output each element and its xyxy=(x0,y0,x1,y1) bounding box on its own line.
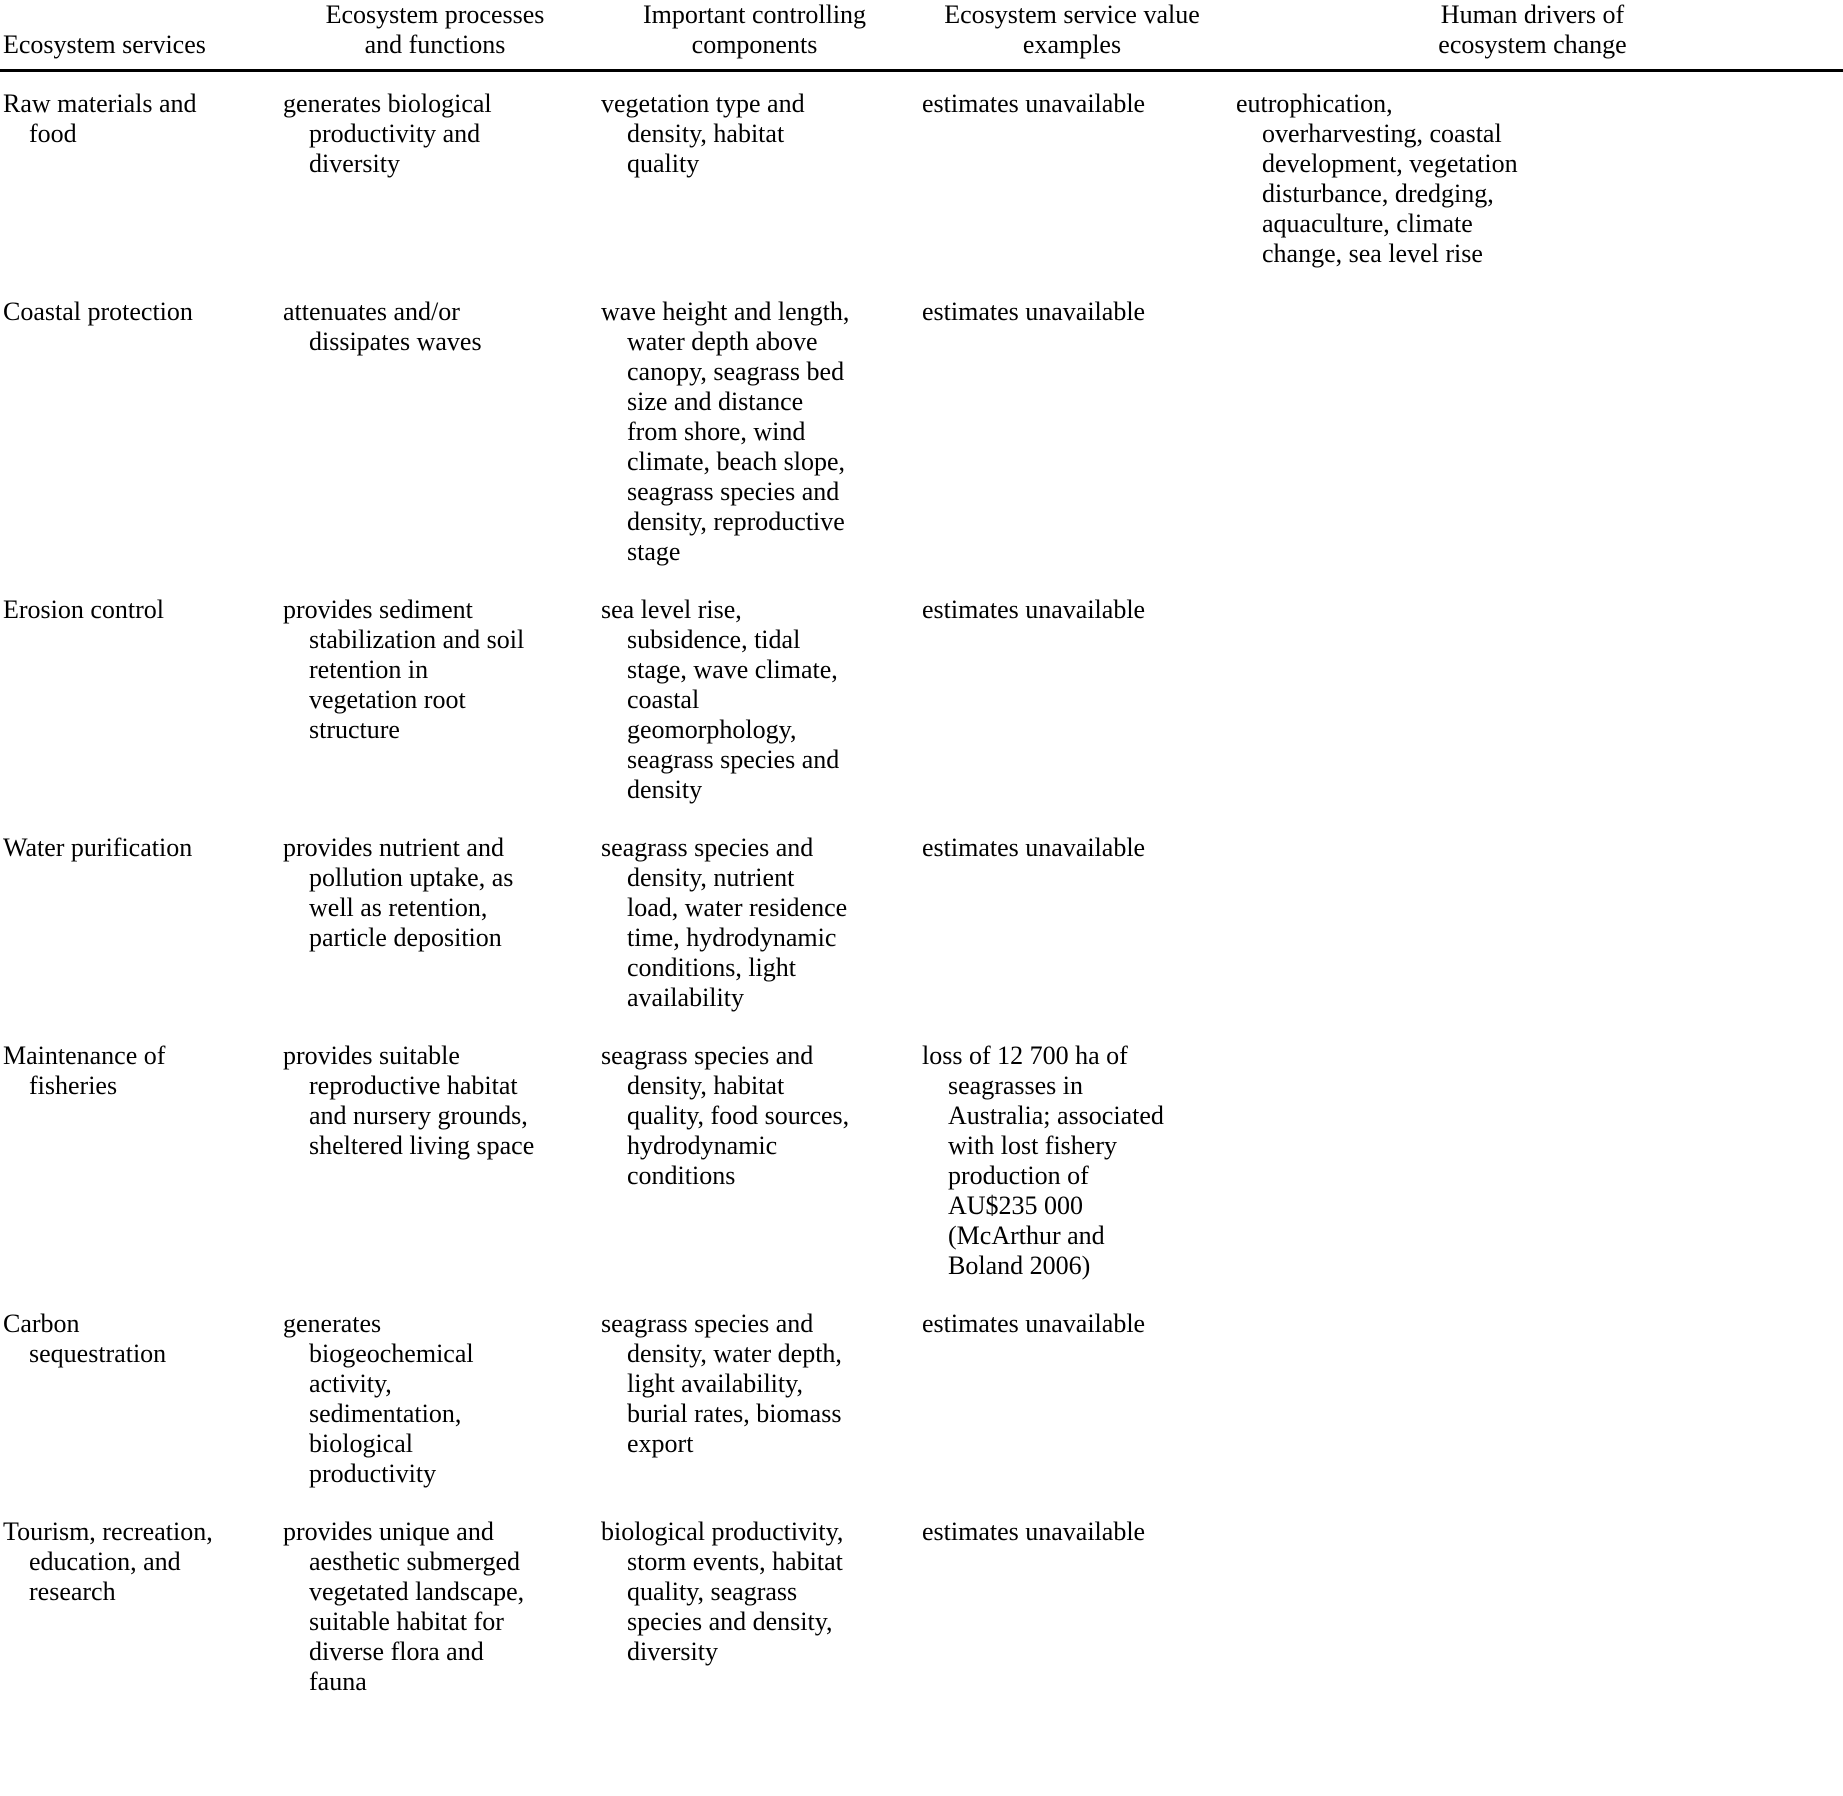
table-cell-ecosystem-service-value-examples xyxy=(922,595,1236,805)
cell-line: particle deposition xyxy=(309,923,502,952)
cell-line: (McArthur and xyxy=(948,1221,1105,1250)
cell-line: burial rates, biomass xyxy=(627,1399,842,1428)
row-spacer xyxy=(0,805,1843,833)
cell-line: well as retention, xyxy=(309,893,488,922)
cell-lines xyxy=(283,297,587,357)
row-spacer-cell xyxy=(922,1281,1236,1309)
cell-lines xyxy=(3,833,269,863)
table-cell-ecosystem-service-value-examples xyxy=(922,1041,1236,1281)
table-cell-ecosystem-service-value-examples xyxy=(922,1517,1236,1697)
cell-line: estimates unavailable xyxy=(922,833,1146,862)
row-spacer xyxy=(0,567,1843,595)
row-spacer-cell xyxy=(1236,805,1843,833)
cell-lines xyxy=(922,1309,1222,1339)
table-cell-ecosystem-service-value-examples xyxy=(922,1309,1236,1489)
column-header-line: Human drivers of xyxy=(1440,0,1625,29)
table-cell-human-drivers-of-ecosystem-change xyxy=(1236,71,1843,270)
cell-lines xyxy=(601,833,908,1013)
cell-line: climate, beach slope, xyxy=(627,447,846,476)
cell-lines xyxy=(3,1041,269,1101)
cell-line: density xyxy=(627,775,703,804)
table-cell-important-controlling-components xyxy=(601,297,922,567)
cell-lines xyxy=(283,1041,587,1161)
cell-line: conditions xyxy=(627,1161,736,1190)
table-cell-human-drivers-of-ecosystem-change xyxy=(1236,1041,1843,1281)
cell-line: stabilization and soil xyxy=(309,625,525,654)
cell-line: conditions, light xyxy=(627,953,796,982)
cell-line: Raw materials and xyxy=(3,89,197,118)
column-header-line: Ecosystem processes xyxy=(325,0,545,29)
column-header-important-controlling-components xyxy=(601,0,922,71)
cell-line: hydrodynamic xyxy=(627,1131,778,1160)
cell-line: quality xyxy=(627,149,700,178)
table-row xyxy=(0,71,1843,270)
cell-line: subsidence, tidal xyxy=(627,625,801,654)
cell-line: provides unique and xyxy=(283,1517,494,1546)
cell-line: stage, wave climate, xyxy=(627,655,838,684)
row-spacer-cell xyxy=(1236,1281,1843,1309)
cell-line: seagrass species and xyxy=(627,745,840,774)
row-spacer-cell xyxy=(283,805,601,833)
cell-lines xyxy=(601,1517,908,1667)
row-spacer-cell xyxy=(601,269,922,297)
cell-line: diverse flora and xyxy=(309,1637,484,1666)
cell-line: biogeochemical xyxy=(309,1339,474,1368)
cell-lines xyxy=(922,89,1222,119)
cell-line: Carbon xyxy=(3,1309,80,1338)
table-cell-ecosystem-services xyxy=(0,1517,283,1697)
cell-line: production of xyxy=(948,1161,1089,1190)
column-header-line: ecosystem change xyxy=(1438,30,1627,59)
column-header-ecosystem-service-value-examples xyxy=(922,0,1236,71)
row-spacer-cell xyxy=(1236,1013,1843,1041)
column-header-lines xyxy=(1236,0,1829,60)
cell-line: stage xyxy=(627,537,681,566)
cell-line: Maintenance of xyxy=(3,1041,166,1070)
cell-line: time, hydrodynamic xyxy=(627,923,837,952)
cell-lines xyxy=(3,595,269,625)
cell-line: estimates unavailable xyxy=(922,297,1146,326)
cell-line: sedimentation, xyxy=(309,1399,462,1428)
cell-line: density, reproductive xyxy=(627,507,845,536)
column-header-line: Ecosystem services xyxy=(3,30,206,59)
cell-line: density, habitat xyxy=(627,119,785,148)
column-header-line: Ecosystem service value xyxy=(944,0,1200,29)
cell-line: provides sediment xyxy=(283,595,473,624)
row-spacer-cell xyxy=(1236,567,1843,595)
table-cell-human-drivers-of-ecosystem-change xyxy=(1236,297,1843,567)
column-header-lines xyxy=(601,0,908,60)
table-row xyxy=(0,833,1843,1013)
row-spacer-cell xyxy=(922,1013,1236,1041)
cell-line: seagrasses in xyxy=(948,1071,1084,1100)
cell-line: aquaculture, climate xyxy=(1262,209,1473,238)
table-cell-important-controlling-components xyxy=(601,595,922,805)
cell-line: with lost fishery xyxy=(948,1131,1117,1160)
cell-lines xyxy=(283,595,587,745)
cell-lines xyxy=(3,297,269,327)
column-header-line: Important controlling xyxy=(642,0,867,29)
cell-line: coastal xyxy=(627,685,700,714)
cell-line: Water purification xyxy=(3,833,193,862)
cell-line: fisheries xyxy=(29,1071,118,1100)
cell-line: diversity xyxy=(627,1637,718,1666)
cell-line: light availability, xyxy=(627,1369,803,1398)
cell-line: AU$235 000 xyxy=(948,1191,1084,1220)
cell-lines xyxy=(922,833,1222,863)
cell-line: food xyxy=(29,119,77,148)
table-cell-ecosystem-services xyxy=(0,1309,283,1489)
cell-line: load, water residence xyxy=(627,893,848,922)
cell-lines xyxy=(922,1041,1222,1281)
cell-line: biological xyxy=(309,1429,413,1458)
cell-line: water depth above xyxy=(627,327,818,356)
row-spacer-cell xyxy=(601,567,922,595)
row-spacer-cell xyxy=(0,567,283,595)
table-body xyxy=(0,71,1843,1698)
row-spacer-cell xyxy=(0,1489,283,1517)
row-spacer xyxy=(0,1013,1843,1041)
cell-line: wave height and length, xyxy=(601,297,850,326)
cell-line: export xyxy=(627,1429,694,1458)
row-spacer-cell xyxy=(283,269,601,297)
cell-line: Erosion control xyxy=(3,595,165,624)
table-cell-ecosystem-service-value-examples xyxy=(922,297,1236,567)
cell-line: and nursery grounds, xyxy=(309,1101,528,1130)
cell-lines xyxy=(3,1517,269,1607)
column-header-line: components xyxy=(691,30,818,59)
cell-line: estimates unavailable xyxy=(922,1309,1146,1338)
row-spacer-cell xyxy=(0,1013,283,1041)
table-cell-important-controlling-components xyxy=(601,71,922,270)
table-cell-ecosystem-services xyxy=(0,595,283,805)
table-row xyxy=(0,1309,1843,1489)
table-cell-human-drivers-of-ecosystem-change xyxy=(1236,1517,1843,1697)
row-spacer-cell xyxy=(601,1013,922,1041)
cell-line: seagrass species and xyxy=(601,1309,814,1338)
cell-line: generates biological xyxy=(283,89,492,118)
cell-lines xyxy=(922,297,1222,327)
column-header-ecosystem-processes-and-functions xyxy=(283,0,601,71)
cell-line: structure xyxy=(309,715,400,744)
cell-line: density, habitat xyxy=(627,1071,785,1100)
table-cell-ecosystem-processes-and-functions xyxy=(283,1309,601,1489)
cell-line: sea level rise, xyxy=(601,595,742,624)
cell-lines xyxy=(3,1309,269,1369)
row-spacer-cell xyxy=(601,805,922,833)
cell-line: from shore, wind xyxy=(627,417,806,446)
cell-line: activity, xyxy=(309,1369,392,1398)
table-cell-human-drivers-of-ecosystem-change xyxy=(1236,595,1843,805)
table-cell-ecosystem-processes-and-functions xyxy=(283,833,601,1013)
cell-line: pollution uptake, as xyxy=(309,863,514,892)
row-spacer-cell xyxy=(283,1013,601,1041)
row-spacer-cell xyxy=(601,1281,922,1309)
row-spacer-cell xyxy=(0,1281,283,1309)
table-cell-ecosystem-service-value-examples xyxy=(922,833,1236,1013)
cell-line: seagrass species and xyxy=(601,833,814,862)
cell-line: generates xyxy=(283,1309,382,1338)
cell-line: quality, food sources, xyxy=(627,1101,850,1130)
cell-line: suitable habitat for xyxy=(309,1607,504,1636)
table-cell-ecosystem-processes-and-functions xyxy=(283,1517,601,1697)
cell-line: storm events, habitat xyxy=(627,1547,843,1576)
table-cell-ecosystem-processes-and-functions xyxy=(283,595,601,805)
row-spacer-cell xyxy=(1236,1489,1843,1517)
table-cell-important-controlling-components xyxy=(601,833,922,1013)
row-spacer-cell xyxy=(922,567,1236,595)
table-row xyxy=(0,1517,1843,1697)
cell-line: estimates unavailable xyxy=(922,89,1146,118)
table-header xyxy=(0,0,1843,71)
column-header-lines xyxy=(922,0,1222,60)
table-cell-ecosystem-services xyxy=(0,71,283,270)
cell-line: loss of 12 700 ha of xyxy=(922,1041,1128,1070)
cell-lines xyxy=(3,89,269,149)
cell-line: estimates unavailable xyxy=(922,1517,1146,1546)
row-spacer-cell xyxy=(922,805,1236,833)
cell-line: canopy, seagrass bed xyxy=(627,357,845,386)
cell-line: density, nutrient xyxy=(627,863,795,892)
cell-lines xyxy=(283,1309,587,1489)
cell-line: change, sea level rise xyxy=(1262,239,1483,268)
cell-line: estimates unavailable xyxy=(922,595,1146,624)
cell-line: disturbance, dredging, xyxy=(1262,179,1494,208)
column-header-lines xyxy=(3,30,269,60)
cell-line: aesthetic submerged xyxy=(309,1547,521,1576)
cell-lines xyxy=(283,89,587,179)
table-cell-important-controlling-components xyxy=(601,1309,922,1489)
row-spacer xyxy=(0,1281,1843,1309)
cell-line: reproductive habitat xyxy=(309,1071,518,1100)
cell-line: density, water depth, xyxy=(627,1339,842,1368)
cell-line: Tourism, recreation, xyxy=(3,1517,213,1546)
cell-lines xyxy=(601,297,908,567)
column-header-human-drivers-of-ecosystem-change xyxy=(1236,0,1843,71)
column-header-lines xyxy=(283,0,587,60)
cell-lines xyxy=(601,1041,908,1191)
cell-lines xyxy=(601,595,908,805)
cell-line: availability xyxy=(627,983,744,1012)
cell-line: seagrass species and xyxy=(627,477,840,506)
cell-line: education, and xyxy=(29,1547,181,1576)
table-header-row xyxy=(0,0,1843,71)
cell-line: eutrophication, xyxy=(1236,89,1393,118)
cell-line: dissipates waves xyxy=(309,327,482,356)
row-spacer-cell xyxy=(283,1281,601,1309)
cell-line: fauna xyxy=(309,1667,367,1696)
table-row xyxy=(0,595,1843,805)
column-header-line: and functions xyxy=(364,30,506,59)
cell-line: productivity xyxy=(309,1459,437,1488)
row-spacer-cell xyxy=(1236,269,1843,297)
table-row xyxy=(0,297,1843,567)
cell-line: overharvesting, coastal xyxy=(1262,119,1502,148)
column-header-ecosystem-services xyxy=(0,0,283,71)
table-cell-human-drivers-of-ecosystem-change xyxy=(1236,1309,1843,1489)
table-cell-ecosystem-processes-and-functions xyxy=(283,1041,601,1281)
row-spacer-cell xyxy=(0,805,283,833)
cell-line: vegetated landscape, xyxy=(309,1577,525,1606)
cell-line: species and density, xyxy=(627,1607,833,1636)
row-spacer-cell xyxy=(922,269,1236,297)
column-header-line: examples xyxy=(1022,30,1122,59)
cell-line: research xyxy=(29,1577,116,1606)
cell-line: diversity xyxy=(309,149,400,178)
table-cell-human-drivers-of-ecosystem-change xyxy=(1236,833,1843,1013)
cell-line: geomorphology, xyxy=(627,715,797,744)
cell-line: size and distance xyxy=(627,387,804,416)
table-cell-ecosystem-processes-and-functions xyxy=(283,297,601,567)
cell-line: quality, seagrass xyxy=(627,1577,798,1606)
table-cell-ecosystem-services xyxy=(0,1041,283,1281)
row-spacer xyxy=(0,1489,1843,1517)
table-cell-ecosystem-services xyxy=(0,297,283,567)
cell-line: Coastal protection xyxy=(3,297,193,326)
row-spacer-cell xyxy=(0,269,283,297)
cell-line: development, vegetation xyxy=(1262,149,1518,178)
cell-lines xyxy=(601,1309,908,1459)
cell-lines xyxy=(283,1517,587,1697)
cell-lines xyxy=(1236,89,1829,269)
cell-line: provides nutrient and xyxy=(283,833,504,862)
cell-line: attenuates and/or xyxy=(283,297,460,326)
cell-line: Australia; associated xyxy=(948,1101,1164,1130)
table-cell-ecosystem-services xyxy=(0,833,283,1013)
table-cell-ecosystem-processes-and-functions xyxy=(283,71,601,270)
row-spacer xyxy=(0,269,1843,297)
cell-lines xyxy=(601,89,908,179)
cell-line: provides suitable xyxy=(283,1041,460,1070)
cell-line: sequestration xyxy=(29,1339,167,1368)
table-cell-ecosystem-service-value-examples xyxy=(922,71,1236,270)
table-row xyxy=(0,1041,1843,1281)
row-spacer-cell xyxy=(283,1489,601,1517)
cell-line: vegetation root xyxy=(309,685,466,714)
row-spacer-cell xyxy=(601,1489,922,1517)
cell-lines xyxy=(283,833,587,953)
cell-line: productivity and xyxy=(309,119,481,148)
cell-line: sheltered living space xyxy=(309,1131,535,1160)
row-spacer-cell xyxy=(922,1489,1236,1517)
row-spacer-cell xyxy=(283,567,601,595)
cell-line: seagrass species and xyxy=(601,1041,814,1070)
table-cell-important-controlling-components xyxy=(601,1517,922,1697)
cell-line: Boland 2006) xyxy=(948,1251,1091,1280)
cell-lines xyxy=(922,595,1222,625)
table-cell-important-controlling-components xyxy=(601,1041,922,1281)
cell-line: retention in xyxy=(309,655,429,684)
cell-lines xyxy=(922,1517,1222,1547)
cell-line: vegetation type and xyxy=(601,89,805,118)
cell-line: biological productivity, xyxy=(601,1517,844,1546)
